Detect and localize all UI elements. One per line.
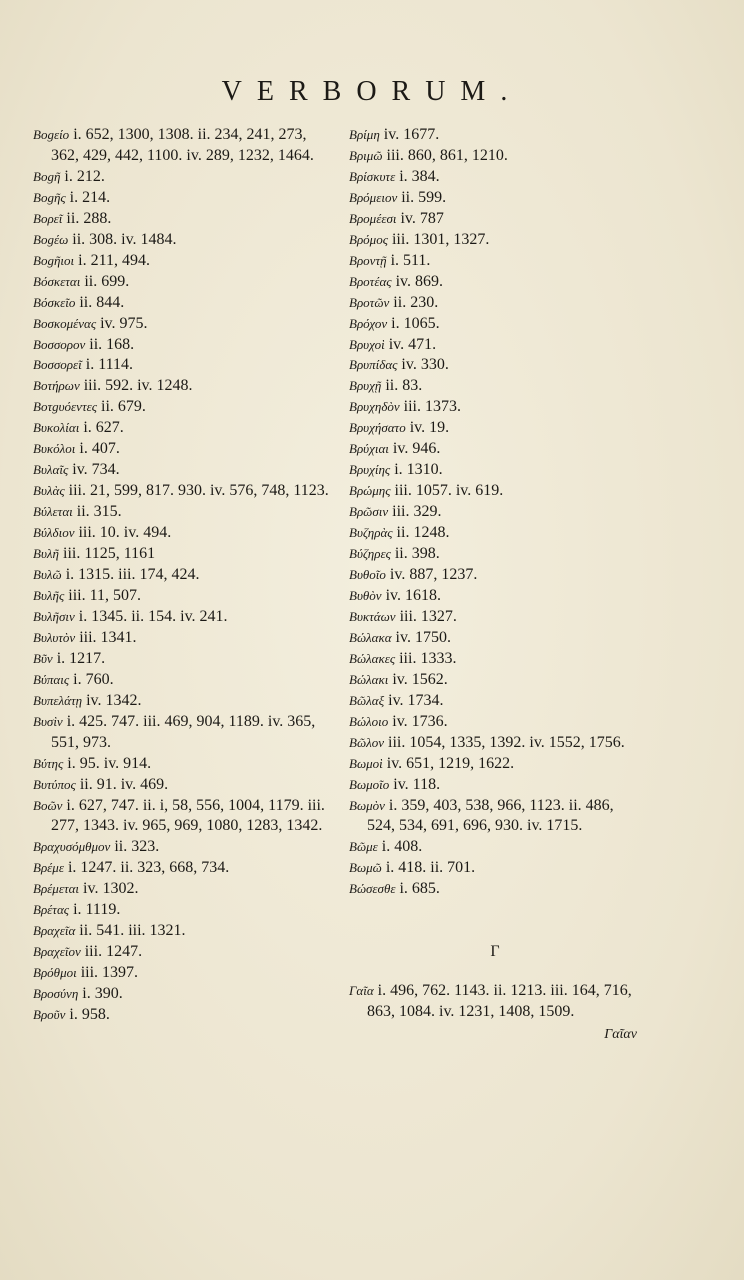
entry-references: iv. 330. [401, 356, 449, 374]
entry-headword: Βυζηρὰς [349, 525, 393, 541]
entry-references: ii. 679. [101, 398, 146, 416]
entry-references: i. 359, 403, 538, 966, 1123. ii. 486, 524, 534, 691, 696, 930. iv. 1715. [367, 796, 614, 835]
index-entry [349, 607, 641, 628]
entry-headword: Βυκτάων [349, 608, 396, 624]
entry-headword: Βυλυτὸν [33, 629, 76, 645]
index-entry [33, 418, 331, 439]
entry-references: ii. 541. iii. 1321. [79, 922, 186, 940]
entry-references: iii. 1341. [79, 628, 137, 646]
index-entry [33, 439, 331, 460]
entry-references: iv. 734. [72, 461, 120, 479]
index-entry [349, 125, 641, 146]
index-entry [349, 879, 641, 900]
index-entry [33, 754, 331, 775]
index-entry [33, 335, 331, 356]
index-entry [349, 670, 641, 691]
section-entries [349, 981, 641, 1023]
index-entry [33, 712, 331, 754]
index-entry [349, 691, 641, 712]
entry-references: i. 627. [83, 419, 124, 437]
entry-headword: Βρόμειον [349, 189, 398, 205]
entry-references: ii. 398. [394, 545, 440, 563]
entry-headword: Βώλακες [349, 650, 396, 666]
index-entry [33, 649, 331, 670]
index-entry [349, 754, 641, 775]
index-entry [33, 209, 331, 230]
entry-headword: Βυλῆ [33, 546, 59, 562]
entry-references: iii. 1125, 1161 [63, 545, 156, 563]
entry-references: i. 1119. [73, 901, 121, 919]
index-entry [33, 188, 331, 209]
index-entry [349, 775, 641, 796]
entry-headword: Βροσύνη [33, 986, 79, 1002]
index-entry [349, 565, 641, 586]
entry-headword: Βρόχον [349, 315, 388, 331]
entry-references: ii. 91. iv. 469. [79, 775, 169, 793]
index-entry [33, 125, 331, 167]
entry-headword: Βοgέω [33, 231, 69, 247]
entry-references: iv. 1750. [395, 628, 451, 646]
index-entry [33, 879, 331, 900]
index-column-left [33, 125, 331, 1026]
index-entry [349, 146, 641, 167]
entry-references: i. 1217. [56, 649, 106, 667]
index-entry [33, 670, 331, 691]
index-entry [349, 188, 641, 209]
index-entry [33, 942, 331, 963]
entry-headword: Βύπαις [33, 671, 70, 687]
entry-headword: Γαῖα [349, 983, 374, 999]
entry-headword: Βύλεται [33, 504, 73, 520]
entry-references: i. 1114. [85, 356, 134, 374]
index-entry [33, 963, 331, 984]
entry-references: iii. 1327. [399, 607, 457, 625]
entry-headword: Βρόμος [349, 231, 388, 247]
entry-references: iv. 975. [100, 314, 148, 332]
entry-headword: Βρέμε [33, 860, 64, 876]
entry-references: i. 384. [399, 167, 440, 185]
entry-headword: Βρώμης [349, 483, 391, 499]
entry-headword: Βρομέεσι [349, 210, 397, 226]
entry-references: iii. 11, 507. [68, 586, 142, 604]
entry-references: iv. 118. [393, 775, 441, 793]
index-entries-right [349, 125, 641, 900]
entry-references: iv. 471. [388, 335, 437, 353]
index-entry [349, 272, 641, 293]
index-entry [33, 167, 331, 188]
index-entry [33, 796, 331, 838]
entry-headword: Βωμὸν [349, 797, 385, 813]
entry-references: iii. 860, 861, 1210. [386, 146, 508, 164]
entry-headword: Βωμῶ [349, 860, 382, 876]
entry-headword: Βυσὶν [33, 713, 63, 729]
index-entry [33, 376, 331, 397]
index-entry [349, 733, 641, 754]
entry-references: ii. 1248. [396, 524, 450, 542]
entry-references: iii. 1057. iv. 619. [394, 482, 504, 500]
entry-references: i. 390. [82, 985, 123, 1003]
index-entry [349, 418, 641, 439]
entry-headword: Βόσκεται [33, 273, 81, 289]
entry-headword: Βυλαῖς [33, 462, 69, 478]
entry-headword: Βώσεσθε [349, 881, 396, 897]
entry-references: ii. 308. iv. 1484. [72, 230, 177, 248]
entry-references: iii. 329. [392, 503, 442, 521]
entry-headword: Βῶμε [349, 839, 378, 855]
entry-headword: Βρέτας [33, 902, 70, 918]
index-entry [349, 230, 641, 251]
entry-headword: Βρύχιαι [349, 441, 389, 457]
index-entry [33, 900, 331, 921]
entry-headword: Βόσκεῖο [33, 294, 76, 310]
catchword: Γαῖαν [604, 1027, 637, 1043]
entry-references: i. 95. iv. 914. [67, 754, 152, 772]
index-column-right [349, 125, 641, 1046]
entry-headword: Βῶλαξ [349, 692, 385, 708]
entry-references: i. 418. ii. 701. [385, 859, 476, 877]
entry-references: iv. 869. [395, 272, 443, 290]
entry-references: i. 212. [64, 167, 105, 185]
entry-references: iv. 1734. [388, 691, 444, 709]
entry-references: i. 425. 747. iii. 469, 904, 1189. iv. 365, 551, 973. [51, 712, 316, 751]
index-entry [349, 251, 641, 272]
index-entry [33, 314, 331, 335]
index-entry [349, 460, 641, 481]
entry-references: i. 760. [73, 670, 114, 688]
entry-headword: Βρίμη [349, 127, 380, 142]
page-title: VERBORUM. [221, 76, 523, 107]
entry-headword: Βοσσορεῖ [33, 357, 82, 373]
entry-headword: Βωμοῖο [349, 776, 390, 792]
index-entry [33, 544, 331, 565]
entry-references: iii. 1247. [84, 943, 143, 961]
entry-headword: Βοgείο [33, 127, 70, 142]
entry-references: iv. 651, 1219, 1622. [386, 754, 515, 772]
entry-headword: Βρυχήσατο [349, 420, 406, 436]
entry-headword: Βοgῆς [33, 189, 66, 205]
entry-headword: Βρυχίης [349, 462, 391, 478]
entry-references: i. 1065. [391, 314, 440, 332]
index-entry [33, 921, 331, 942]
index-entry [33, 251, 331, 272]
entry-headword: Βωμοὶ [349, 755, 383, 771]
entry-headword: Βοgῆιοι [33, 252, 75, 268]
index-entry [33, 460, 331, 481]
index-entry [349, 712, 641, 733]
index-entry [349, 858, 641, 879]
entry-references: i. 214. [69, 188, 111, 206]
entry-references: ii. 83. [385, 377, 423, 395]
entry-references: iv. 1677. [383, 126, 440, 143]
entry-headword: Βώλοιο [349, 713, 389, 729]
entry-references: i. 627, 747. ii. i, 58, 556, 1004, 1179. iii. 277, 1343. iv. 965, 969, 1080, 1283, 1342. [51, 796, 325, 835]
entry-references: ii. 323. [114, 838, 160, 856]
entry-references: i. 1247. ii. 323, 668, 734. [67, 859, 230, 877]
entry-references: i. 211, 494. [78, 251, 150, 269]
entry-references: ii. 844. [79, 293, 125, 311]
entry-references: iii. 10. iv. 494. [78, 524, 172, 542]
entry-references: i. 685. [399, 880, 440, 898]
entry-headword: Βῦν [33, 650, 53, 666]
entry-headword: Βρόθμοι [33, 965, 77, 981]
entry-headword: Βύτης [33, 755, 64, 771]
entry-headword: Βυθοῖο [349, 567, 386, 583]
entry-headword: Βοτήρων [33, 378, 80, 394]
entry-headword: Βυκολίαι [33, 420, 80, 436]
entry-references: iii. 21, 599, 817. 930. iv. 576, 748, 1123. [68, 482, 329, 500]
index-entry [33, 293, 331, 314]
index-entry [349, 502, 641, 523]
entry-references: i. 511. [390, 251, 431, 269]
entry-references: i. 496, 762. 1143. ii. 1213. iii. 164, 716, 863, 1084. iv. 1231, 1408, 1509. [367, 982, 632, 1021]
entry-references: iii. 1397. [80, 964, 139, 982]
entry-headword: Βοσκομένας [33, 315, 97, 331]
index-entry [33, 607, 331, 628]
index-entry [33, 775, 331, 796]
entry-references: i. 407. [79, 440, 120, 458]
entry-references: ii. 288. [66, 209, 112, 227]
index-entry [33, 1005, 331, 1026]
entry-headword: Βροτῶν [349, 294, 390, 310]
entry-headword: Βρίσκυτε [349, 168, 396, 184]
index-entry [349, 837, 641, 858]
index-entry [349, 481, 641, 502]
entry-headword: Βώλακι [349, 671, 389, 687]
entry-headword: Βραχυσόμθμον [33, 839, 111, 855]
entry-references: iii. 1373. [403, 398, 461, 416]
index-entry [33, 691, 331, 712]
index-entry [349, 209, 641, 230]
entry-headword: Βοσσορον [33, 336, 86, 352]
index-entry [349, 355, 641, 376]
entry-headword: Βυλῶ [33, 567, 62, 583]
entry-headword: Βριμῶ [349, 147, 383, 163]
index-entry [349, 335, 641, 356]
entry-headword: Βοτgυόεντες [33, 399, 98, 415]
index-entry [349, 397, 641, 418]
entry-references: iv. 1736. [392, 712, 448, 730]
index-entry [349, 649, 641, 670]
index-entry [33, 523, 331, 544]
index-entry [349, 981, 641, 1023]
entry-headword: Βρυπίδας [349, 357, 398, 373]
index-entry [33, 984, 331, 1005]
entry-references: iv. 1342. [86, 691, 142, 709]
entry-headword: Βρέμεται [33, 881, 80, 897]
entry-headword: Βυπελάτῃ [33, 692, 83, 708]
index-entry [33, 481, 331, 502]
index-entry [33, 628, 331, 649]
entry-headword: Βροτέας [349, 273, 392, 289]
entry-references: i. 958. [69, 1006, 110, 1024]
entry-references: iv. 1562. [392, 670, 448, 688]
entry-headword: Βραχεῖον [33, 944, 81, 960]
entry-headword: Βυλὰς [33, 483, 65, 499]
index-entry [349, 628, 641, 649]
entry-references: iii. 1054, 1335, 1392. iv. 1552, 1756. [388, 733, 625, 751]
entry-headword: Βῶλον [349, 734, 385, 750]
index-entry [33, 397, 331, 418]
index-entry [33, 837, 331, 858]
index-entry [33, 355, 331, 376]
entry-headword: Βυθὸν [349, 587, 382, 603]
entry-references: iv. 887, 1237. [389, 566, 478, 584]
entry-references: iv. 1618. [385, 586, 441, 604]
entry-headword: Βροντῇ [349, 252, 387, 268]
entry-references: ii. 168. [89, 335, 135, 353]
entry-headword: Βυκόλοι [33, 441, 76, 457]
index-entry [349, 376, 641, 397]
entry-headword: Βρυχῇ [349, 378, 382, 394]
entry-references: iii. 592. iv. 1248. [83, 377, 193, 395]
entry-references: iv. 787 [400, 209, 444, 227]
entry-headword: Βυτύπος [33, 776, 76, 792]
index-entry [349, 544, 641, 565]
entry-headword: Βροῦν [33, 1007, 66, 1023]
entry-headword: Βυλῆς [33, 587, 65, 603]
entry-headword: Βρῶσιν [349, 504, 389, 520]
entry-references: ii. 699. [84, 272, 130, 290]
index-entry [33, 586, 331, 607]
entry-headword: Βοῶν [33, 797, 63, 813]
index-entry [349, 314, 641, 335]
index-entry [349, 796, 641, 838]
entry-headword: Βύζηρες [349, 546, 391, 562]
entry-references: iv. 946. [392, 440, 441, 458]
index-entry [33, 502, 331, 523]
index-entry [349, 293, 641, 314]
entry-headword: Βρυχηδὸν [349, 399, 400, 415]
entry-references: ii. 230. [393, 293, 439, 311]
section-letter: Γ [490, 943, 500, 961]
entry-references: ii. 599. [401, 188, 447, 206]
index-entry [33, 858, 331, 879]
entry-references: i. 1345. ii. 154. iv. 241. [78, 607, 228, 625]
index-entry [33, 272, 331, 293]
entry-references: i. 1310. [394, 461, 443, 479]
entry-headword: Βρυχοὶ [349, 336, 385, 352]
entry-references: iv. 19. [409, 419, 450, 437]
entry-headword: Βοgῆ [33, 168, 61, 184]
index-entry [33, 230, 331, 251]
entry-references: iii. 1301, 1327. [391, 230, 490, 248]
index-entry [349, 439, 641, 460]
entry-references: i. 408. [381, 838, 423, 856]
index-entry [33, 565, 331, 586]
entry-headword: Βραχεῖα [33, 923, 76, 939]
entry-headword: Βώλακα [349, 629, 392, 645]
entry-headword: Βορεῖ [33, 210, 63, 226]
entry-references: i. 1315. iii. 174, 424. [65, 566, 200, 584]
index-entry [349, 523, 641, 544]
entry-headword: Βυλῆσιν [33, 608, 75, 624]
entry-references: ii. 315. [76, 503, 122, 521]
entry-references: i. 652, 1300, 1308. ii. 234, 241, 273, 362, 429, 442, 1100. iv. 289, 1232, 1464. [51, 126, 314, 164]
entry-references: iv. 1302. [83, 880, 139, 898]
index-entry [349, 167, 641, 188]
index-entry [349, 586, 641, 607]
entry-headword: Βύλδιον [33, 525, 75, 541]
entry-references: iii. 1333. [399, 649, 457, 667]
